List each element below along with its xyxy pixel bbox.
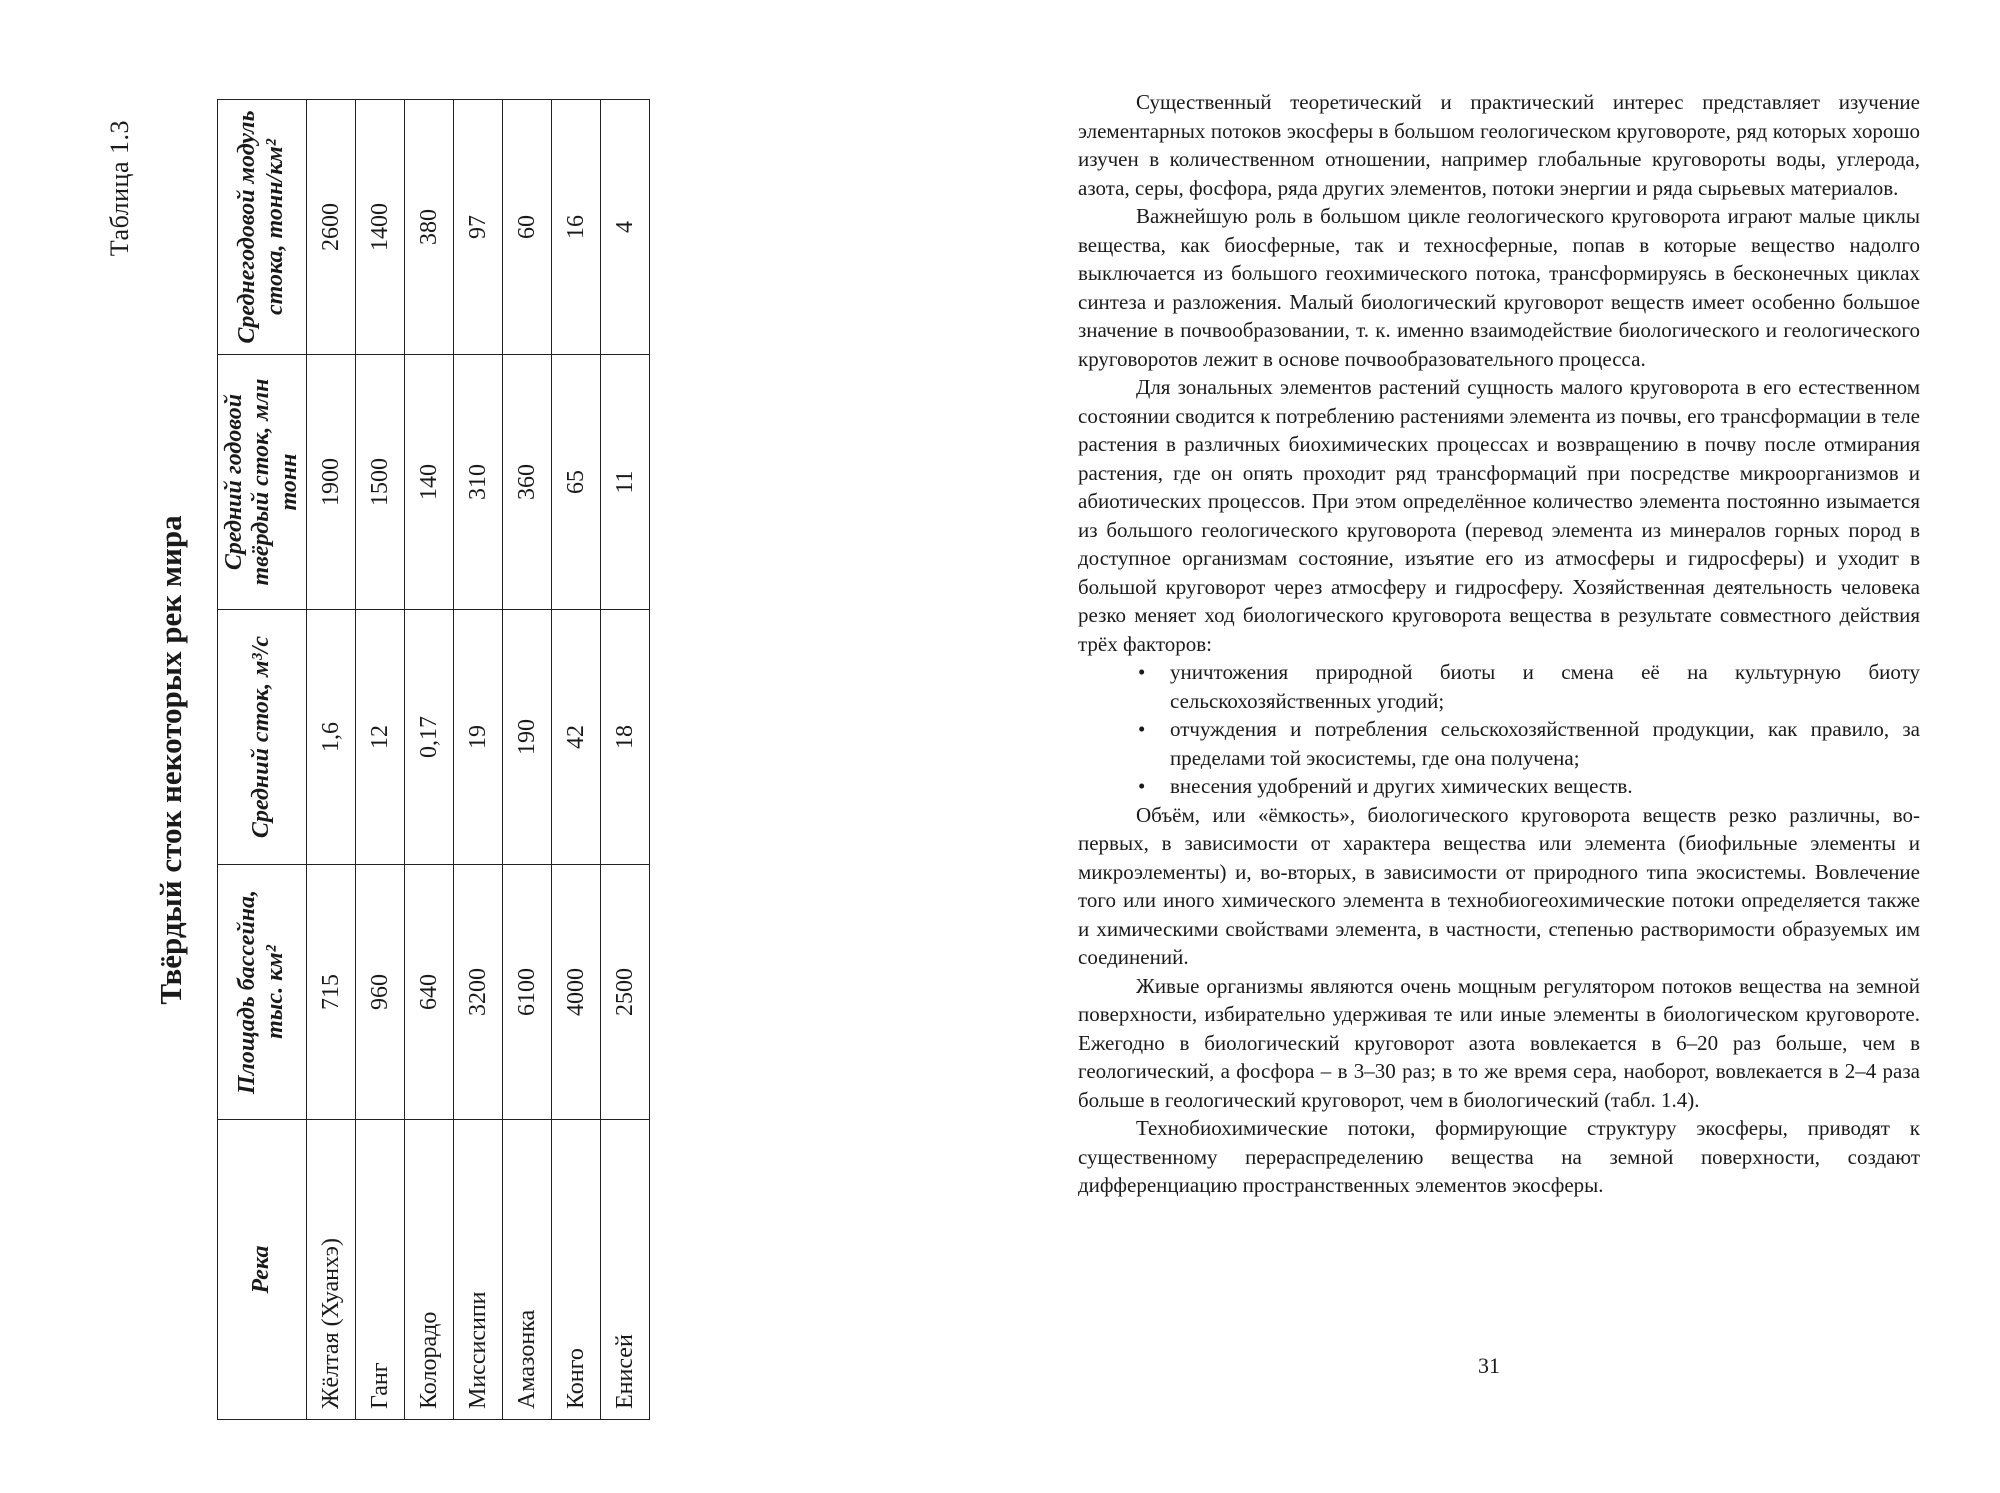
paragraph: Важнейшую роль в большом цикле геологического круговорота играют малые циклы вещества, как биосферные, так и техносферные, попав в которые вещество надолго выключается из большого геохимического потока, трансформируясь в бесконечных циклах синтеза и разложения. Малый биологический круговорот веществ имеет особенно большое значение в почвообразовании, т. к. именно взаимодействие биологического и геологического круговоротов лежит в основе почвообразовательного процесса. bbox=[1078, 204, 1920, 371]
list-item: • внесения удобрений и других химических веществ. bbox=[1152, 772, 1920, 801]
cell-flow: 0,17 bbox=[405, 610, 454, 865]
cell-river: Енисей bbox=[601, 1120, 650, 1420]
cell-modulus: 16 bbox=[552, 100, 601, 355]
cell-river: Колорадо bbox=[405, 1120, 454, 1420]
cell-river: Жёлтая (Хуанхэ) bbox=[307, 1120, 356, 1420]
cell-river: Амазонка bbox=[503, 1120, 552, 1420]
header-mean-flow: Средний сток, м³/с bbox=[218, 610, 307, 865]
header-river: Река bbox=[218, 1120, 307, 1420]
cell-sediment: 360 bbox=[503, 355, 552, 610]
cell-sediment: 140 bbox=[405, 355, 454, 610]
cell-flow: 190 bbox=[503, 610, 552, 865]
cell-sediment: 1500 bbox=[356, 355, 405, 610]
list-item: • отчуждения и потребления сельскохозяйственной продукции, как правило, за пределами той экосистемы, где она получена; bbox=[1152, 715, 1920, 772]
list-item: • уничтожения природной биоты и смена её на культурную биоту сельскохозяйственных угодий; bbox=[1152, 658, 1920, 715]
cell-area: 715 bbox=[307, 865, 356, 1120]
cell-sediment: 310 bbox=[454, 355, 503, 610]
cell-modulus: 97 bbox=[454, 100, 503, 355]
cell-flow: 1,6 bbox=[307, 610, 356, 865]
table-row bbox=[552, 100, 601, 1420]
paragraph: Объём, или «ёмкость», биологического круговорота веществ резко различны, во-первых, в зависимости от характера вещества или элемента (биофильные элементы и микроэлементы) и, во-вторых, в зависимости от природного типа экосистемы. Вовлечение того или иного химического элемента в технобиогеохимические потоки определяется также и химическими свойствами элемента, в частности, степенью растворимости образуемых им соединений. bbox=[1078, 802, 1920, 969]
page-number: 31 bbox=[1478, 1353, 1500, 1378]
rotated-table-block bbox=[105, 100, 638, 1420]
cell-area: 2500 bbox=[601, 865, 650, 1120]
cell-area: 960 bbox=[356, 865, 405, 1120]
cell-modulus: 2600 bbox=[307, 100, 356, 355]
paragraph: Технобиохимические потоки, формирующие структуру экосферы, приводят к существенному перераспределению вещества на земной поверхности, создают дифференциацию пространственных элементов экосферы. bbox=[1078, 1116, 1920, 1197]
cell-flow: 19 bbox=[454, 610, 503, 865]
table-row bbox=[503, 100, 552, 1420]
cell-flow: 42 bbox=[552, 610, 601, 865]
table-row bbox=[405, 100, 454, 1420]
table-title: Твёрдый сток некоторых рек мира bbox=[153, 515, 188, 1005]
cell-area: 3200 bbox=[454, 865, 503, 1120]
right-page-text bbox=[1078, 88, 1920, 1200]
table-row bbox=[601, 100, 650, 1420]
cell-river: Ганг bbox=[356, 1120, 405, 1420]
paragraph: Существенный теоретический и практический интерес представляет изучение элементарных потоков экосферы в большом геологическом круговороте, ряд которых хорошо изучен в количественном отношении, например глобальные круговороты воды, углерода, азота, серы, фосфора, ряда других элементов, потоки энергии и ряда сырьевых материалов. bbox=[1078, 90, 1920, 200]
table-row bbox=[356, 100, 405, 1420]
table-label: Таблица 1.3 bbox=[105, 120, 134, 257]
river-sediment-table bbox=[217, 99, 650, 1420]
cell-river: Конго bbox=[552, 1120, 601, 1420]
cell-area: 6100 bbox=[503, 865, 552, 1120]
table-row bbox=[454, 100, 503, 1420]
paragraph: Для зональных элементов растений сущность малого круговорота в его естественном состоянии сводится к потреблению растениями элемента из почвы, его трансформации в теле растения в различных биохимических процессах и возвращению в почву после отмирания растения, где он опять проходит ряд трансформаций при посредстве микроорганизмов и абиотических процессов. При этом определённое количество элемента постоянно изымается из большого геологического круговорота (перевод элемента из минералов горных пород в доступное организмам состояние, изъятие его из атмосферы и гидросферы) и уходит в большой круговорот через атмосферу и гидросферу. Хозяйственная деятельность человека резко меняет ход биологического круговорота вещества в результате совместного действия трёх факторов: bbox=[1078, 375, 1920, 656]
header-modulus: Среднегодовой модуль стока, тонн/км² bbox=[218, 100, 307, 355]
cell-area: 4000 bbox=[552, 865, 601, 1120]
table-header-row bbox=[218, 100, 307, 1420]
header-sediment: Средний годовой твёрдый сток, млн тонн bbox=[218, 355, 307, 610]
cell-sediment: 1900 bbox=[307, 355, 356, 610]
table-row bbox=[307, 100, 356, 1420]
paragraph: Живые организмы являются очень мощным регулятором потоков вещества на земной поверхности, избирательно удерживая те или иные элементы в биологическом круговороте. Ежегодно в биологический круговорот азота вовлекается в 6–20 раз больше, чем в геологический, а фосфора – в 3–30 раз; в то же время сера, наоборот, вовлекается в 2–4 раза больше в геологический круговорот, чем в биологический (табл. 1.4). bbox=[1078, 973, 1920, 1112]
cell-sediment: 65 bbox=[552, 355, 601, 610]
factor-list bbox=[1078, 658, 1920, 801]
cell-modulus: 60 bbox=[503, 100, 552, 355]
cell-sediment: 11 bbox=[601, 355, 650, 610]
header-basin-area: Площадь бассейна, тыс. км² bbox=[218, 865, 307, 1120]
cell-modulus: 1400 bbox=[356, 100, 405, 355]
cell-river: Миссисипи bbox=[454, 1120, 503, 1420]
cell-modulus: 4 bbox=[601, 100, 650, 355]
cell-flow: 18 bbox=[601, 610, 650, 865]
cell-modulus: 380 bbox=[405, 100, 454, 355]
cell-flow: 12 bbox=[356, 610, 405, 865]
cell-area: 640 bbox=[405, 865, 454, 1120]
